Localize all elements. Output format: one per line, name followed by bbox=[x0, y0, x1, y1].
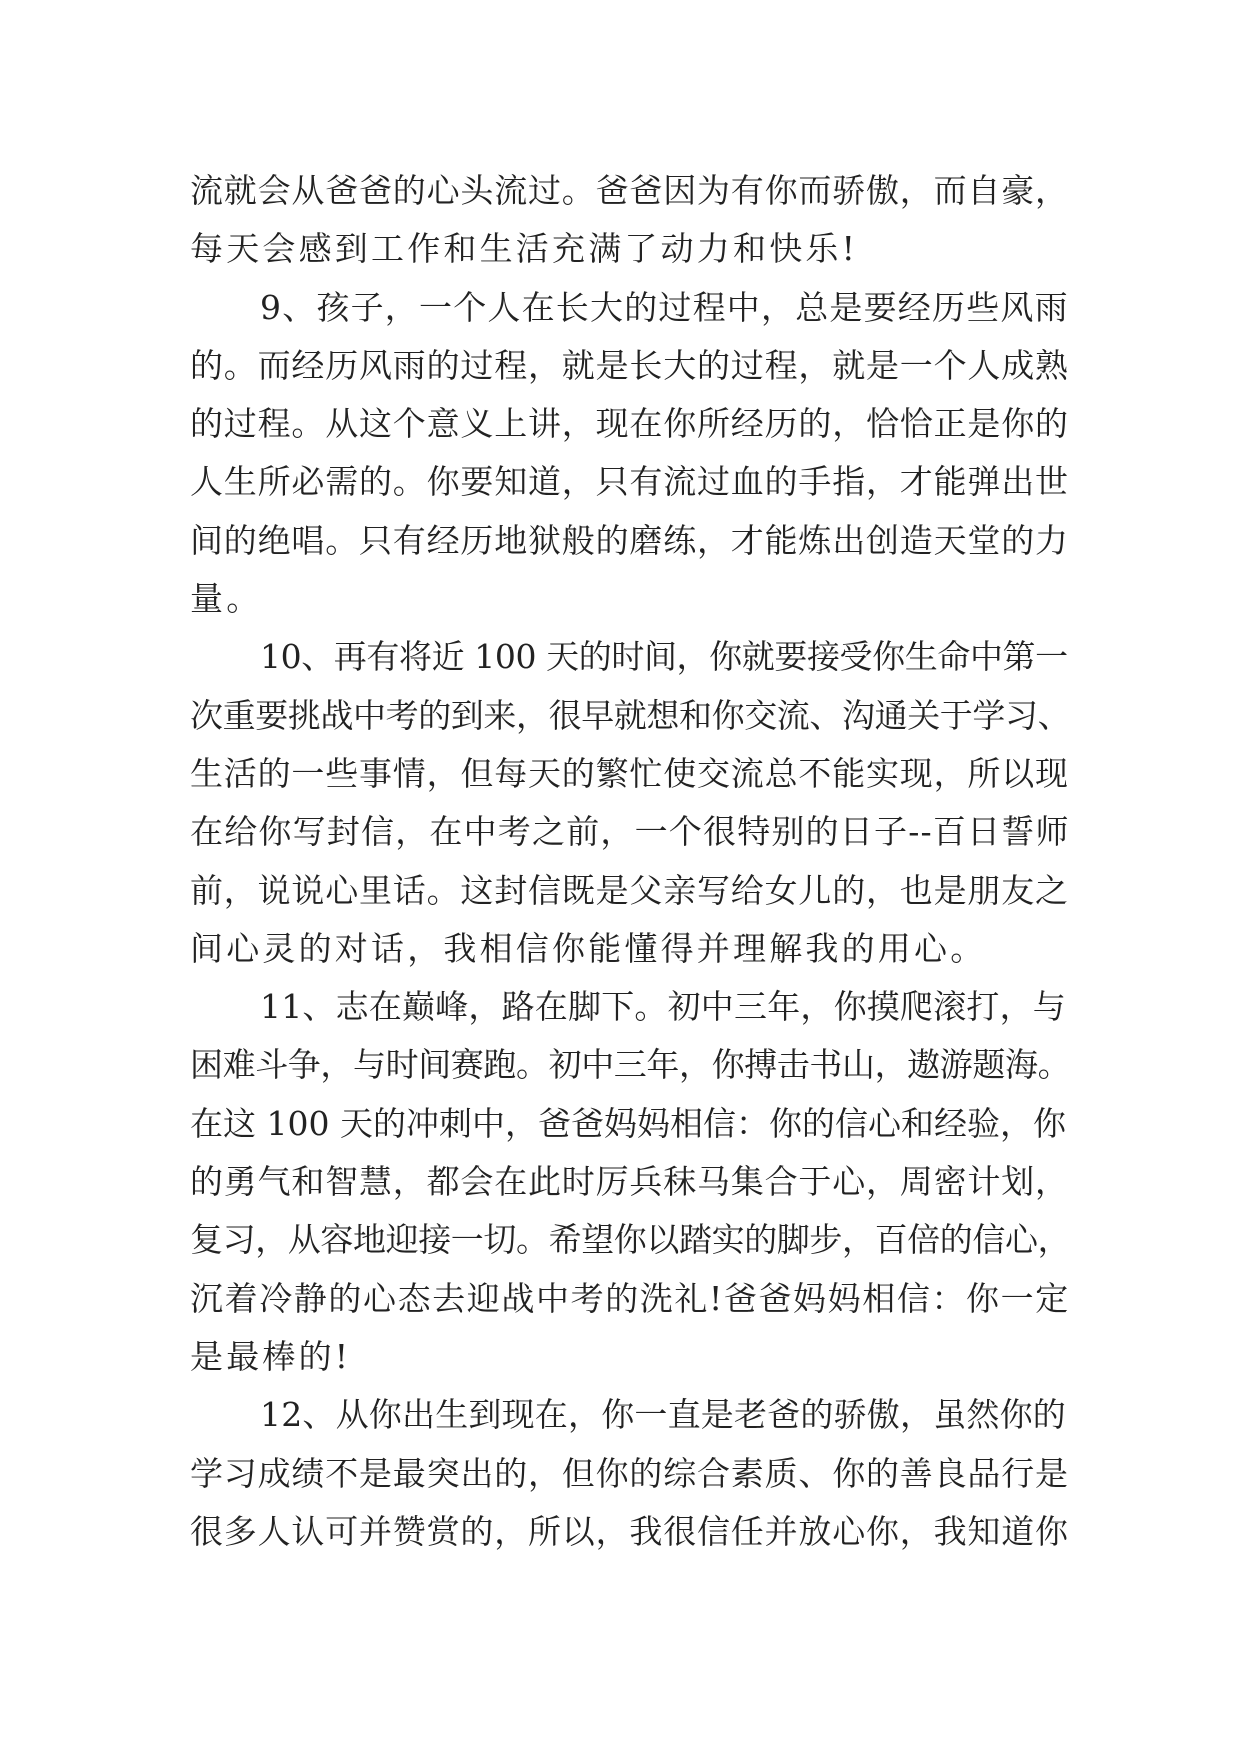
text-line: 是最棒的! bbox=[190, 1336, 352, 1376]
text-line: 复习，从容地迎接一切。希望你以踏实的脚步，百倍的信心， bbox=[190, 1220, 1071, 1260]
text-line: 学习成绩不是最突出的，但你的综合素质、你的善良品行是 bbox=[190, 1453, 1069, 1493]
text-line: 在给你写封信，在中考之前，一个很特别的日子--百日誓师 bbox=[190, 812, 1070, 852]
document-body-text bbox=[190, 162, 1070, 1561]
text-line: 流就会从爸爸的心头流过。爸爸因为有你而骄傲，而自豪， bbox=[190, 171, 1069, 210]
text-line: 的勇气和智慧，都会在此时厉兵秣马集合于心，周密计划， bbox=[190, 1162, 1069, 1202]
paragraph-start-line: 12、从你出生到现在，你一直是老爸的骄傲，虽然你的 bbox=[260, 1395, 1066, 1435]
text-line: 次重要挑战中考的到来，很早就想和你交流、沟通关于学习、 bbox=[190, 695, 1071, 735]
text-line: 量。 bbox=[190, 579, 263, 619]
text-line: 每天会感到工作和生活充满了动力和快乐! bbox=[190, 229, 859, 269]
text-line: 很多人认可并赞赏的，所以，我很信任并放心你，我知道你 bbox=[190, 1511, 1069, 1551]
text-line: 困难斗争，与时间赛跑。初中三年，你搏击书山，遨游题海。 bbox=[190, 1045, 1071, 1085]
text-line: 的过程。从这个意义上讲，现在你所经历的，恰恰正是你的 bbox=[190, 404, 1069, 444]
text-line: 间的绝唱。只有经历地狱般的磨练，才能炼出创造天堂的力 bbox=[190, 520, 1069, 560]
paragraph-start-line: 10、再有将近 100 天的时间，你就要接受你生命中第一 bbox=[260, 637, 1068, 677]
text-line: 生活的一些事情，但每天的繁忙使交流总不能实现，所以现 bbox=[190, 753, 1069, 793]
paragraph-start-line: 9、孩子，一个人在长大的过程中，总是要经历些风雨 bbox=[260, 287, 1069, 327]
text-line: 前，说说心里话。这封信既是父亲写给女儿的，也是朋友之 bbox=[190, 870, 1069, 910]
text-line: 的。而经历风雨的过程，就是长大的过程，就是一个人成熟 bbox=[190, 345, 1069, 385]
text-line: 沉着冷静的心态去迎战中考的洗礼!爸爸妈妈相信：你一定 bbox=[190, 1278, 1070, 1318]
paragraph-start-line: 11、志在巅峰，路在脚下。初中三年，你摸爬滚打，与 bbox=[260, 987, 1066, 1027]
text-line: 人生所必需的。你要知道，只有流过血的手指，才能弹出世 bbox=[190, 462, 1069, 502]
text-line: 间心灵的对话，我相信你能懂得并理解我的用心。 bbox=[190, 928, 987, 968]
text-line: 在这 100 天的冲刺中，爸爸妈妈相信：你的信心和经验，你 bbox=[190, 1103, 1066, 1143]
